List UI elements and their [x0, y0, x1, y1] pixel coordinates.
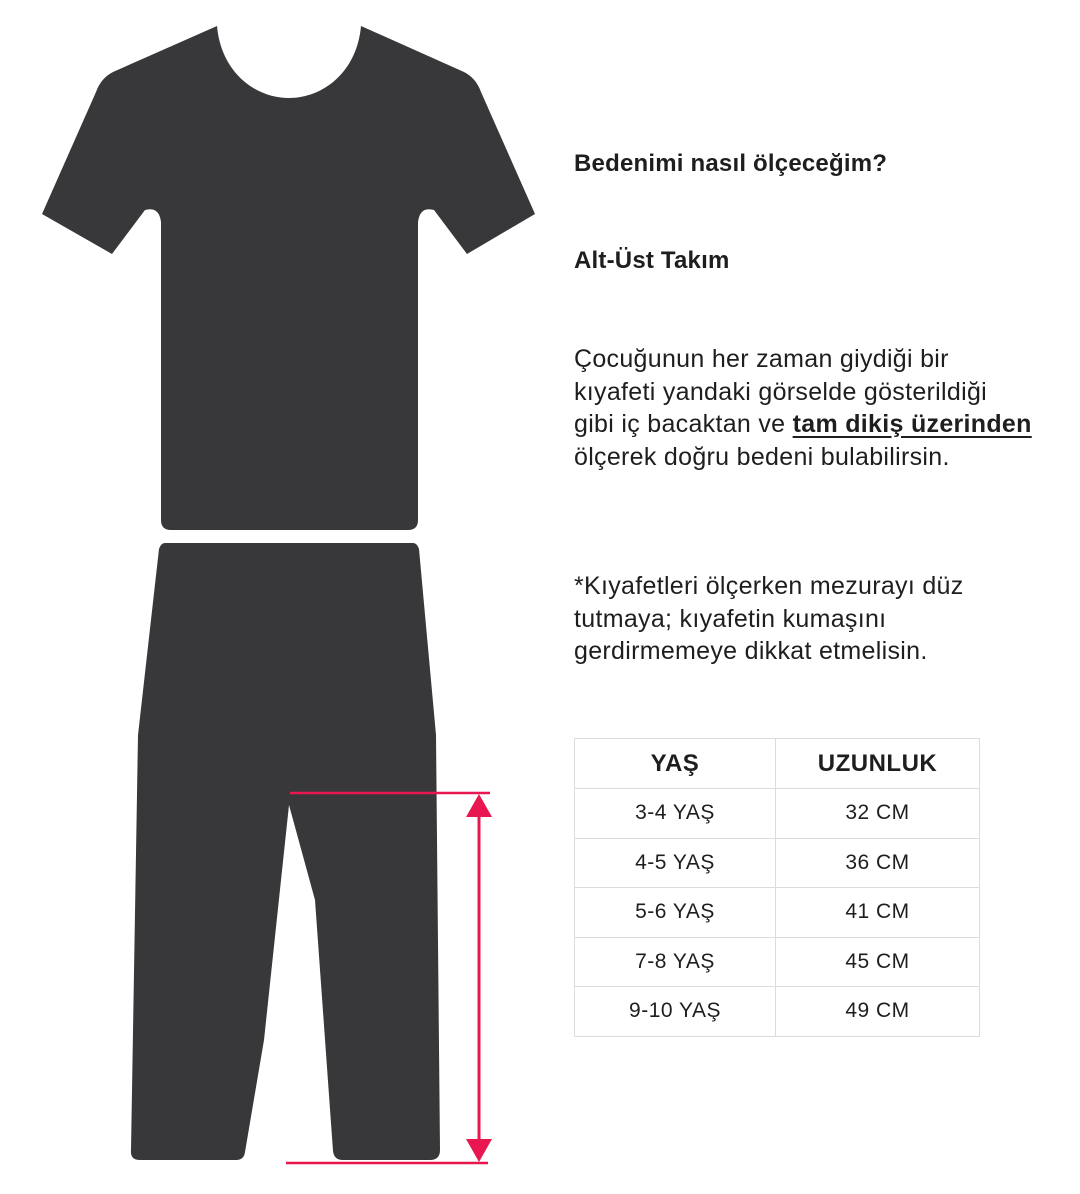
age-cell: 5-6 YAŞ: [575, 888, 776, 938]
length-cell: 49 CM: [776, 987, 980, 1037]
age-cell: 9-10 YAŞ: [575, 987, 776, 1037]
column-header-age: YAŞ: [575, 739, 776, 789]
length-cell: 32 CM: [776, 789, 980, 839]
size-table: [574, 738, 980, 1037]
age-cell: 4-5 YAŞ: [575, 838, 776, 888]
table-header-row: [575, 739, 980, 789]
product-type-heading: Alt-Üst Takım: [574, 247, 730, 274]
table-row: [575, 987, 980, 1037]
measurement-note: *Kıyafetleri ölçerken mezurayı düz tutmaya; kıyafetin kumaşını gerdirmemeye dikkat etmelisin.: [574, 572, 964, 665]
table-row: [575, 789, 980, 839]
instruction-text-start: Çocuğunun her zaman giydiği bir kıyafeti yandaki görselde gösterildiği gibi iç bacaktan ve: [574, 345, 988, 438]
measurement-instruction: [574, 343, 1034, 473]
length-cell: 45 CM: [776, 937, 980, 987]
pants-icon: [131, 543, 440, 1160]
page-title: Bedenimi nasıl ölçeceğim?: [574, 150, 888, 177]
table-row: [575, 838, 980, 888]
table-row: [575, 937, 980, 987]
column-header-length: UZUNLUK: [776, 739, 980, 789]
age-cell: 7-8 YAŞ: [575, 937, 776, 987]
instruction-emphasis: tam dikiş üzerinden: [792, 410, 1032, 438]
t-shirt-icon: [42, 26, 535, 530]
age-cell: 3-4 YAŞ: [575, 789, 776, 839]
table-row: [575, 888, 980, 938]
length-cell: 36 CM: [776, 838, 980, 888]
instruction-text-end: ölçerek doğru bedeni bulabilirsin.: [574, 442, 950, 471]
length-cell: 41 CM: [776, 888, 980, 938]
